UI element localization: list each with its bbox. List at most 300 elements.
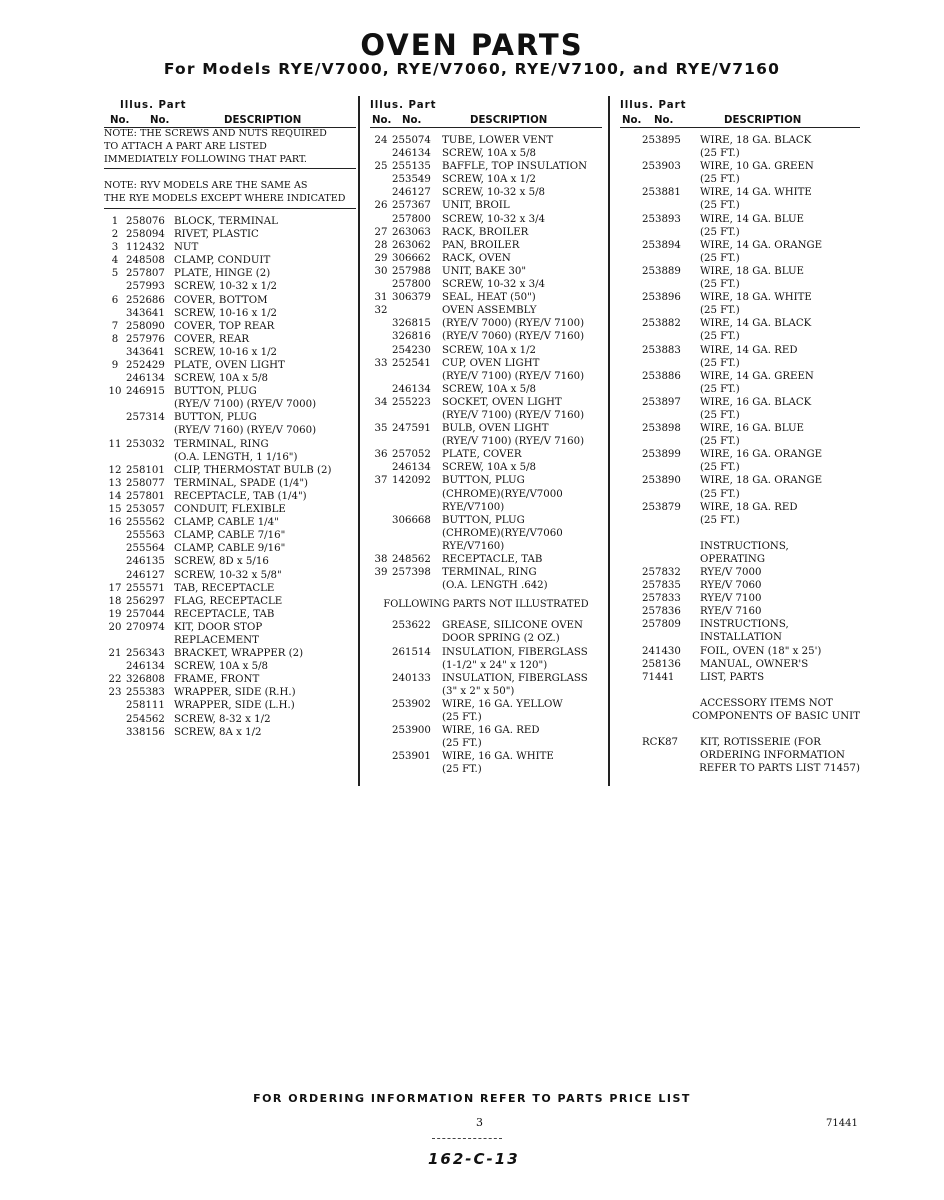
part-row (104, 647, 356, 660)
part-description: (RYE/V 7100) (RYE/V 7160) (442, 436, 585, 448)
part-row (370, 737, 602, 750)
part-row (370, 409, 602, 422)
part-number (642, 252, 700, 265)
part-row (370, 461, 602, 474)
part-row (620, 723, 860, 736)
part-number: 252541 (392, 357, 431, 369)
part-description: (25 FT.) (700, 462, 740, 474)
part-description: KIT, ROTISSERIE (FOR (700, 737, 821, 749)
illus-number (620, 697, 642, 710)
part-number: 254230 (392, 344, 431, 356)
part-description: SCREW, 10A x 5/8 (442, 462, 536, 474)
part-description: (RYE/V 7160) (RYE/V 7060) (174, 425, 317, 437)
part-number: 253057 (126, 504, 165, 516)
illus-number (104, 451, 126, 464)
illus-number (104, 529, 126, 542)
part-row (104, 699, 356, 712)
description-header: DESCRIPTION (470, 115, 548, 126)
part-description: TUBE, LOWER VENT (442, 135, 554, 146)
part-number (392, 763, 442, 776)
part-number: 343641 (126, 307, 165, 319)
part-description: CLAMP, CONDUIT (174, 255, 271, 267)
part-description: (25 FT.) (700, 436, 740, 448)
part-description: ACCESSORY ITEMS NOT (700, 697, 833, 709)
part-row (104, 595, 356, 608)
part-row (104, 686, 356, 699)
illus-number (370, 186, 392, 199)
parts-list (620, 134, 860, 775)
part-number (642, 278, 700, 291)
part-description: RYE/V 7100 (700, 593, 762, 605)
part-number: 306662 (392, 252, 431, 264)
part-number (392, 659, 442, 672)
part-row (370, 330, 602, 343)
part-description: (3" x 2" x 50") (442, 685, 515, 697)
part-number (642, 357, 700, 370)
illus-part-header: Illus. Part (120, 100, 187, 111)
illus-number: 25 (374, 161, 388, 173)
part-description: INSULATION, FIBERGLASS (442, 646, 588, 658)
not-illustrated-heading: FOLLOWING PARTS NOT ILLUSTRATED (383, 599, 589, 611)
part-number (642, 684, 700, 697)
part-number: 257367 (392, 200, 431, 212)
part-description: REFER TO PARTS LIST 71457) (699, 763, 860, 775)
part-row (104, 398, 356, 411)
illus-number (370, 488, 392, 501)
part-description: BRACKET, WRAPPER (2) (174, 648, 304, 660)
part-number (642, 461, 700, 474)
illus-number (620, 409, 642, 422)
illus-number (104, 660, 126, 673)
note-divider (104, 208, 356, 209)
part-number: 338156 (126, 726, 165, 738)
part-row (370, 488, 602, 501)
part-number (392, 501, 442, 514)
illus-number (370, 317, 392, 330)
part-row (620, 239, 860, 252)
part-number: 254562 (126, 713, 165, 725)
part-number: 253898 (642, 423, 681, 435)
part-row (620, 684, 860, 697)
illus-number: 3 (111, 242, 119, 254)
part-number: 253899 (642, 449, 681, 461)
part-row (104, 673, 356, 686)
part-row (104, 555, 356, 568)
part-description: (25 FT.) (700, 148, 740, 160)
part-row (104, 529, 356, 542)
part-description: (25 FT.) (700, 174, 740, 186)
illus-number (620, 579, 642, 592)
note-line: NOTE: RYV MODELS ARE THE SAME AS (104, 180, 308, 192)
part-number: 257832 (642, 567, 681, 578)
illus-number (620, 396, 642, 409)
illus-number: 9 (111, 360, 119, 372)
part-row (104, 438, 356, 451)
part-row (620, 631, 860, 644)
illus-number: 11 (108, 438, 122, 450)
part-number: 257993 (126, 281, 165, 293)
part-description: BUTTON, PLUG (174, 412, 257, 424)
illus-number: 28 (374, 239, 388, 251)
part-description: WIRE, 16 GA. YELLOW (442, 698, 563, 710)
illus-number (370, 659, 392, 672)
illus-number (104, 542, 126, 555)
part-description: RYE/V7160) (442, 540, 505, 552)
illus-number (104, 411, 126, 424)
part-row (104, 490, 356, 503)
parts-column-1 (104, 97, 356, 739)
illus-number: 12 (108, 464, 122, 476)
illus-number: 2 (111, 229, 119, 241)
part-description: (25 FT.) (700, 331, 740, 343)
illus-number (620, 501, 642, 514)
part-row (104, 307, 356, 320)
part-row (620, 762, 860, 775)
illus-number (370, 540, 392, 553)
part-description: (25 FT.) (700, 226, 740, 238)
illus-number (370, 579, 392, 592)
part-row (370, 527, 602, 540)
part-description: SCREW, 10A x 5/8 (442, 383, 536, 395)
part-description: COVER, REAR (174, 333, 250, 345)
part-row (370, 265, 602, 278)
part-row (620, 527, 860, 540)
part-number: 253886 (642, 370, 681, 382)
part-description: ORDERING INFORMATION (700, 750, 845, 762)
part-row (620, 579, 860, 592)
illus-number (370, 370, 392, 383)
part-row (620, 173, 860, 186)
part-row (620, 697, 860, 710)
part-row (104, 621, 356, 634)
part-number: 326808 (126, 674, 165, 686)
part-number: 255223 (392, 396, 431, 408)
part-number: 258136 (642, 658, 681, 670)
illus-number (370, 514, 392, 527)
part-number: 248508 (126, 255, 165, 267)
part-description: RECEPTACLE, TAB (174, 608, 275, 620)
part-row (104, 241, 356, 254)
part-description: WIRE, 14 GA. WHITE (700, 187, 812, 199)
illus-number (620, 265, 642, 278)
part-description: SCREW, 10-16 x 1/2 (174, 346, 278, 358)
part-row (620, 396, 860, 409)
illus-number: 33 (374, 357, 388, 369)
part-row (104, 451, 356, 464)
part-description: WRAPPER, SIDE (R.H.) (174, 687, 296, 699)
part-description: SCREW, 10A x 5/8 (174, 373, 268, 385)
part-description: WIRE, 18 GA. ORANGE (700, 475, 823, 487)
illus-number (620, 239, 642, 252)
part-row (620, 566, 860, 579)
part-description: OPERATING (700, 553, 765, 565)
part-number (642, 762, 699, 775)
part-number: 253881 (642, 187, 681, 199)
part-description: CONDUIT, FLEXIBLE (174, 504, 286, 516)
illus-number (620, 317, 642, 330)
illus-number (620, 370, 642, 383)
part-row (620, 383, 860, 396)
illus-number (620, 147, 642, 160)
description-header: DESCRIPTION (724, 115, 802, 126)
part-row (370, 317, 602, 330)
part-description: (O.A. LENGTH .642) (442, 580, 548, 592)
part-description: (25 FT.) (442, 712, 482, 724)
part-number: 252429 (126, 360, 165, 372)
illus-number: 26 (374, 200, 388, 212)
part-row (370, 724, 602, 737)
part-description: (25 FT.) (700, 279, 740, 291)
illus-number: 22 (108, 674, 122, 686)
illus-number: 36 (374, 449, 388, 461)
part-number (392, 488, 442, 501)
part-number: 343641 (126, 346, 165, 358)
column-header (104, 97, 356, 128)
illus-number (370, 461, 392, 474)
part-row (104, 569, 356, 582)
part-row (370, 646, 602, 659)
part-row (370, 553, 602, 566)
document-number: 71441 (826, 1118, 858, 1129)
part-number (642, 147, 700, 160)
illus-number: 19 (108, 608, 122, 620)
illus-number (620, 645, 642, 658)
part-number: 257398 (392, 567, 431, 579)
illus-number (104, 398, 126, 411)
part-row (620, 278, 860, 291)
illus-number (620, 422, 642, 435)
part-description: UNIT, BAKE 30" (442, 265, 527, 277)
illus-number (370, 435, 392, 448)
part-description: (RYE/V 7100) (RYE/V 7160) (442, 370, 585, 382)
part-number (392, 435, 442, 448)
part-row (620, 304, 860, 317)
illus-number (104, 346, 126, 359)
part-number: 257976 (126, 333, 165, 345)
part-number: 257807 (126, 268, 165, 280)
part-row (104, 228, 356, 241)
part-number: 253879 (642, 501, 681, 513)
part-description: UNIT, BROIL (442, 200, 510, 212)
illus-number (370, 527, 392, 540)
part-description (700, 684, 860, 697)
illus-number (370, 698, 392, 711)
part-description: INSULATION, FIBERGLASS (442, 672, 588, 684)
part-description: SCREW, 10A x 1/2 (442, 344, 536, 356)
parts-list-not-illustrated (370, 619, 602, 776)
part-description: TERMINAL, RING (174, 438, 269, 450)
part-number (392, 304, 442, 317)
part-number: 256297 (126, 595, 165, 607)
part-description: COMPONENTS OF BASIC UNIT (692, 710, 860, 722)
part-description: INSTRUCTIONS, (700, 619, 789, 631)
part-description: SCREW, 10A x 5/8 (442, 148, 536, 160)
illus-number (620, 383, 642, 396)
illus-number: 15 (108, 504, 122, 516)
part-row (370, 160, 602, 173)
part-row (370, 186, 602, 199)
part-number: 257835 (642, 580, 681, 592)
part-row (620, 553, 860, 566)
illus-number: 5 (111, 268, 119, 280)
illus-number (620, 566, 642, 579)
part-number: 255562 (126, 517, 165, 529)
part-number: 246134 (126, 661, 165, 673)
part-row (104, 660, 356, 673)
part-number: 258111 (126, 700, 165, 712)
notes-block (104, 128, 356, 209)
note-line: IMMEDIATELY FOLLOWING THAT PART. (104, 153, 307, 165)
illus-number (370, 724, 392, 737)
part-description: LIST, PARTS (700, 671, 765, 683)
part-number: 306379 (392, 292, 431, 304)
part-number: 253032 (126, 438, 165, 450)
part-row (370, 383, 602, 396)
part-description: WRAPPER, SIDE (L.H.) (174, 700, 295, 712)
part-description: (RYE/V 7000) (RYE/V 7100) (442, 318, 585, 330)
part-row (370, 750, 602, 763)
part-row (620, 618, 860, 631)
part-number (642, 514, 700, 527)
part-description: WIRE, 10 GA. GREEN (700, 161, 814, 173)
illus-number: 27 (374, 226, 388, 238)
part-row (370, 711, 602, 724)
part-number: 246134 (392, 462, 431, 474)
illus-number (620, 605, 642, 618)
part-description: BLOCK, TERMINAL (174, 215, 278, 227)
part-description: COVER, BOTTOM (174, 294, 268, 306)
part-description: WIRE, 16 GA. RED (442, 725, 540, 737)
part-row (620, 736, 860, 749)
part-number (392, 579, 442, 592)
part-row (620, 540, 860, 553)
part-number: 246127 (392, 187, 431, 199)
part-number: 257800 (392, 279, 431, 291)
parts-list (370, 134, 602, 592)
illus-number (370, 711, 392, 724)
part-description: WIRE, 18 GA. RED (700, 501, 798, 513)
illus-number (370, 278, 392, 291)
part-row (104, 411, 356, 424)
part-description: WIRE, 14 GA. BLUE (700, 213, 804, 225)
part-number: 256343 (126, 648, 165, 660)
part-number: 257314 (126, 412, 165, 424)
illus-number: 32 (374, 305, 388, 317)
parts-column-2 (370, 97, 602, 777)
part-number: 258094 (126, 229, 165, 241)
illus-number (620, 186, 642, 199)
illus-number (370, 672, 392, 685)
part-number: 253896 (642, 292, 681, 304)
part-row (104, 267, 356, 280)
part-description: WIRE, 16 GA. WHITE (442, 751, 554, 763)
illus-number: 29 (374, 252, 388, 264)
part-number: 258101 (126, 464, 165, 476)
part-number: 253882 (642, 318, 681, 330)
part-number (642, 553, 700, 566)
illus-number (104, 726, 126, 739)
handwritten-note: 162-C-13 (428, 1150, 520, 1168)
illus-number (104, 555, 126, 568)
part-row (104, 582, 356, 595)
part-row (620, 344, 860, 357)
illus-number (620, 304, 642, 317)
part-number (392, 370, 442, 383)
illus-number: 1 (111, 215, 119, 227)
part-description: BUTTON, PLUG (442, 475, 525, 487)
part-description: (RYE/V 7100) (RYE/V 7000) (174, 399, 317, 411)
part-description: SCREW, 10-32 x 3/4 (442, 213, 546, 225)
part-number: 257836 (642, 606, 681, 618)
column-header (620, 97, 860, 128)
part-description: CLAMP, CABLE 7/16" (174, 530, 286, 542)
part-description: SOCKET, OVEN LIGHT (442, 396, 562, 408)
illus-number (620, 736, 642, 749)
part-description: TERMINAL, SPADE (1/4") (174, 477, 308, 489)
part-number: 255564 (126, 543, 165, 555)
illus-number: 30 (374, 265, 388, 277)
illus-number: 7 (111, 320, 119, 332)
part-description: (25 FT.) (700, 383, 740, 395)
note-line: TO ATTACH A PART ARE LISTED (104, 140, 267, 152)
part-row (370, 632, 602, 645)
part-description: (25 FT.) (700, 200, 740, 212)
part-row (370, 134, 602, 147)
part-number: 258076 (126, 215, 165, 227)
part-row (370, 685, 602, 698)
illus-number (620, 488, 642, 501)
part-row (370, 514, 602, 527)
part-row (370, 304, 602, 317)
part-row (104, 280, 356, 293)
part-description: TAB, RECEPTACLE (174, 582, 275, 594)
part-number: 253883 (642, 344, 681, 356)
part-description: RYE/V 7000 (700, 567, 762, 578)
illus-number (620, 160, 642, 173)
illus-number (104, 307, 126, 320)
part-row (104, 372, 356, 385)
part-row (620, 134, 860, 147)
illus-number (370, 147, 392, 160)
page-subtitle: For Models RYE/V7000, RYE/V7060, RYE/V7100, and RYE/V7160 (163, 60, 781, 78)
part-number: 263063 (392, 226, 431, 238)
part-description: SCREW, 10A x 1/2 (442, 174, 536, 186)
illus-number: 4 (111, 255, 119, 267)
part-row (620, 710, 860, 723)
illus-number (620, 344, 642, 357)
part-description: FRAME, FRONT (174, 674, 260, 686)
part-description: WIRE, 14 GA. BLACK (700, 318, 812, 330)
note-line: THE RYE MODELS EXCEPT WHERE INDICATED (104, 193, 346, 205)
part-row (370, 213, 602, 226)
part-number: 253897 (642, 396, 681, 408)
part-number: 258090 (126, 320, 165, 332)
part-row (620, 330, 860, 343)
part-number: 306668 (392, 514, 431, 526)
part-row (370, 566, 602, 579)
part-number: 247591 (392, 423, 431, 435)
part-row (104, 516, 356, 529)
part-row (620, 370, 860, 383)
description-header: DESCRIPTION (224, 115, 302, 126)
part-number: 253890 (642, 475, 681, 487)
part-number: 253901 (392, 751, 431, 763)
part-description: WIRE, 18 GA. BLUE (700, 265, 804, 277)
part-number: 257044 (126, 608, 165, 620)
part-number: 257801 (126, 490, 165, 502)
column-divider (608, 96, 610, 786)
ordering-footer: FOR ORDERING INFORMATION REFER TO PARTS PRICE LIST (253, 1092, 691, 1105)
